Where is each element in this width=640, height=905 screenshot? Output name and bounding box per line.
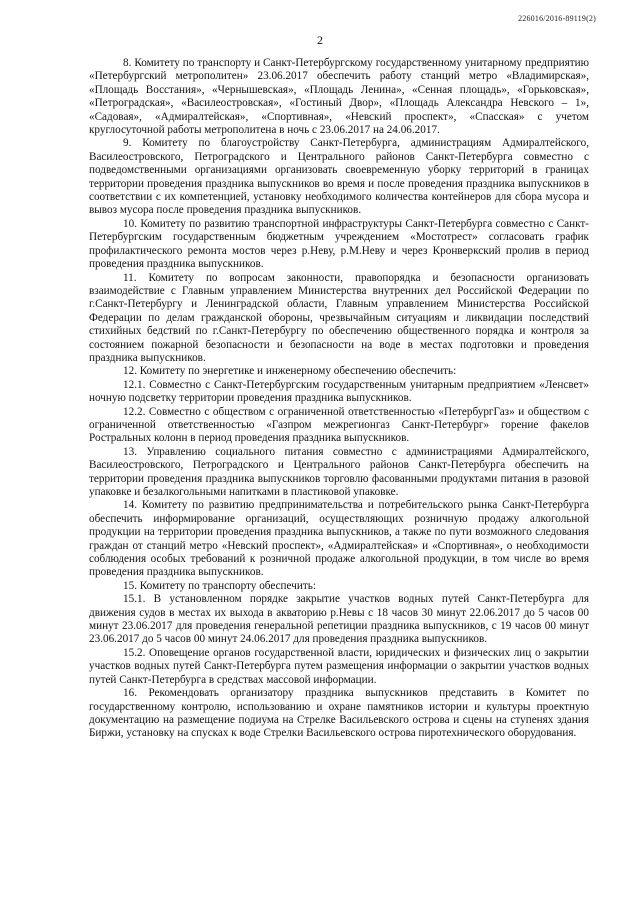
paragraph-8: 8. Комитету по транспорту и Санкт-Петербургскому государственному унитарному предприятию «Петербургский метрополитен» 23.06.2017 обеспечить работу станций метро «Владимирская», «Площадь Восстания», «Чернышевская», «Площадь Ленина», «Сенная площадь», «Горьковская», «Петроградская», «Василеостровская», «Гостиный Двор», «Площадь Александра Невского – 1», «Садовая», «Адмиралтейская», «Спортивная», «Невский проспект», «Спасская» с учетом круглосуточной работы метрополитена в ночь с 23.06.2017 на 24.06.2017. xyxy=(89,57,589,137)
paragraph-10: 10. Комитету по развитию транспортной инфраструктуры Санкт-Петербурга совместно с Санкт-Петербургским государственным бюджетным учреждением «Мостотрест» согласовать график профилактического ремонта мостов через р.Неву, р.М.Неву и через Кронверкский пролив в период проведения праздника выпускников. xyxy=(89,217,589,271)
paragraph-11: 11. Комитету по вопросам законности, правопорядка и безопасности организовать взаимодействие с Главным управлением Министерства внутренних дел Российской Федерации по г.Санкт-Петербургу и Ленинградской области, Главным управлением Министерства Российской Федерации по делам гражданской обороны, чрезвычайным ситуациям и ликвидации последствий стихийных бедствий по г.Санкт-Петербургу по обеспечению общественного порядка и контроля за состоянием пожарной безопасности и безопасности на воде в местах подготовки и проведения праздника выпускников. xyxy=(89,271,589,364)
paragraph-13: 13. Управлению социального питания совместно с администрациями Адмиралтейского, Василеостровского, Петроградского и Центрального районов Санкт-Петербурга обеспечить на территории проведения праздника выпускников торговлю фасованными продуктами питания в разовой упаковке и безалкогольными напитками в пластиковой упаковке. xyxy=(89,445,589,498)
paragraph-16: 16. Рекомендовать организатору праздника выпускников представить в Комитет по государственному контролю, использованию и охране памятников истории и культуры проектную документацию на размещение подиума на Стрелке Васильевского острова и сцены на ступенях здания Биржи, установку на спусках к воде Стрелки Васильевского острова пиротехнического оборудования. xyxy=(89,687,589,740)
paragraph-12: 12. Комитету по энергетике и инженерному обеспечению обеспечить: xyxy=(123,365,457,378)
paragraph-12-1: 12.1. Совместно с Санкт-Петербургским государственным унитарным предприятием «Ленсвет» ночную подсветку территории проведения праздника выпускников. xyxy=(89,378,589,405)
paragraph-14: 14. Комитету по развитию предпринимательства и потребительского рынка Санкт-Петербурга обеспечить информирование организаций, осуществляющих розничную продажу алкогольной продукции на территории проведения праздника выпускников, а также по пути возможного следования граждан от станций метро «Невский проспект», «Адмиралтейская» и «Спортивная», о необходимости соблюдения особых требований к розничной продаже алкогольной продукции, в том числе во время проведения праздника выпускников. xyxy=(89,499,589,579)
paragraph-15-1: 15.1. В установленном порядке закрытие участков водных путей Санкт-Петербурга для движения судов в местах их выхода в акваторию р.Невы с 18 часов 30 минут 22.06.2017 до 5 часов 00 минут 23.06.2017 для проведения генеральной репетиции праздника выпускников, с 19 часов 00 минут 23.06.2017 до 5 часов 00 минут 24.06.2017 для проведения праздника выпускников. xyxy=(89,593,589,646)
paragraph-9: 9. Комитету по благоустройству Санкт-Петербурга, администрациям Адмиралтейского, Василеостровского, Петроградского и Центрального районов Санкт-Петербурга совместно с подведомственными организациями организовать своевременную уборку территорий в границах территории проведения праздника выпускников во время и после проведения праздника выпускников в соответствии с их компетенцией, установку необходимого количества контейнеров для сбора мусора и вывоз мусора после проведения праздника выпускников. xyxy=(89,137,589,217)
document-body xyxy=(89,57,589,741)
paragraph-12-2: 12.2. Совместно с обществом с ограниченной ответственностью «ПетербургГаз» и обществом с ограниченной ответственностью «Газпром межрегионгаз Санкт-Петербург» горение факелов Ростральных колонн в период проведения праздника выпускников. xyxy=(89,405,589,445)
page-number: 2 xyxy=(317,33,323,47)
paragraph-15-2: 15.2. Оповещение органов государственной власти, юридических и физических лиц о закрытии участков водных путей Санкт-Петербурга путем размещения информации о закрытии участков водных путей Санкт-Петербурга в средствах массовой информации. xyxy=(89,646,589,686)
document-id: 226016/2016-89119(2) xyxy=(518,14,596,23)
paragraph-15: 15. Комитету по транспорту обеспечить: xyxy=(123,579,316,592)
